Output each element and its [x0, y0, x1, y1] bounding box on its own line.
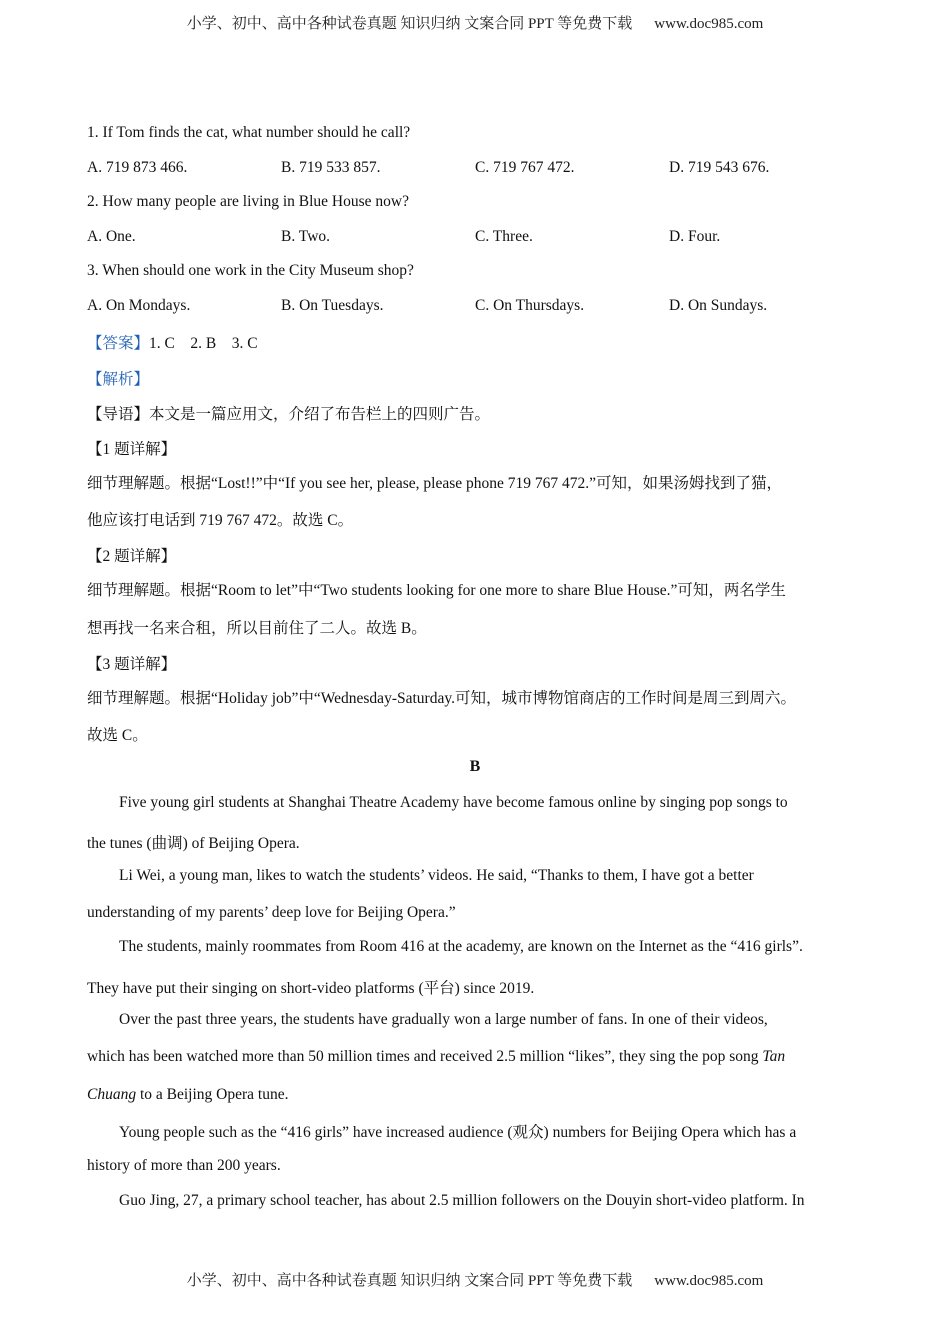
q2-option-b: B. Two. [281, 228, 331, 245]
passage-p2-line1: Li Wei, a young man, likes to watch the students’ videos. He said, “Thanks to them, I have got a better [119, 867, 754, 884]
passage-p4-line2-text: which has been watched more than 50 million times and received 2.5 million “likes”, they sing the pop song [87, 1048, 763, 1065]
passage-p4-line2 [87, 1048, 867, 1066]
detail-1-title: 【1 题详解】 [87, 441, 177, 458]
footer-text: 小学、初中、高中各种试卷真题 知识归纳 文案合同 PPT 等免费下载 [186, 1273, 633, 1289]
detail-2-line1: 细节理解题。根据“Room to let”中“Two students looking for one more to share Blue House.”可知，两名学生 [87, 582, 786, 599]
q2-option-d: D. Four. [669, 228, 721, 245]
passage-p1-line1: Five young girl students at Shanghai Theatre Academy have become famous online by singing pop songs to [119, 794, 788, 811]
header-url[interactable]: www.doc985.com [654, 16, 764, 32]
passage-p6-line1: Guo Jing, 27, a primary school teacher, has about 2.5 million followers on the Douyin short-video platform. In [119, 1192, 805, 1209]
passage-p5-line2: history of more than 200 years. [87, 1157, 281, 1174]
q3-option-c: C. On Thursdays. [475, 297, 585, 314]
q1-option-c: C. 719 767 472. [475, 159, 575, 176]
detail-1-line1: 细节理解题。根据“Lost!!”中“If you see her, please, please phone 719 767 472.”可知，如果汤姆找到了猫， [87, 475, 783, 492]
question-2: 2. How many people are living in Blue House now? [87, 193, 409, 210]
q1-option-b: B. 719 533 857. [281, 159, 381, 176]
answer-text: 1. C 2. B 3. C [149, 335, 258, 352]
q1-option-d: D. 719 543 676. [669, 159, 770, 176]
song-title-part1: Tan [762, 1048, 786, 1065]
detail-2-line2: 想再找一名来合租，所以目前住了二人。故选 B。 [87, 620, 427, 637]
detail-1-line2: 他应该打电话到 719 767 472。故选 C。 [87, 512, 354, 529]
passage-p4-line3-text: to a Beijing Opera tune. [136, 1086, 289, 1103]
section-title: B [469, 758, 481, 775]
question-1: 1. If Tom finds the cat, what number should he call? [87, 124, 411, 141]
guide-text: 【导语】本文是一篇应用文，介绍了布告栏上的四则广告。 [87, 406, 491, 423]
detail-3-line2: 故选 C。 [87, 727, 148, 744]
answer-line [87, 331, 258, 353]
passage-p2-line2: understanding of my parents’ deep love for Beijing Opera.” [87, 904, 456, 921]
q2-option-a: A. One. [87, 228, 136, 245]
detail-3-line1: 细节理解题。根据“Holiday job”中“Wednesday-Saturday.可知，城市博物馆商店的工作时间是周三到周六。 [87, 690, 796, 707]
q2-option-c: C. Three. [475, 228, 533, 245]
q1-option-a: A. 719 873 466. [87, 159, 188, 176]
page-footer [0, 1269, 950, 1290]
analysis-tag: 【解析】 [87, 371, 150, 388]
footer-url[interactable]: www.doc985.com [654, 1273, 764, 1289]
page-header [0, 12, 950, 33]
passage-p4-line3 [87, 1086, 867, 1104]
passage-p1-line2: the tunes (曲调) of Beijing Opera. [87, 835, 300, 852]
passage-p3-line1: The students, mainly roommates from Room 416 at the academy, are known on the Internet as the “416 girls”. [119, 938, 803, 955]
passage-p5-line1: Young people such as the “416 girls” have increased audience (观众) numbers for Beijing Opera which has a [119, 1124, 797, 1141]
passage-p3-line2: They have put their singing on short-video platforms (平台) since 2019. [87, 980, 535, 997]
question-3: 3. When should one work in the City Museum shop? [87, 262, 414, 279]
q3-option-d: D. On Sundays. [669, 297, 768, 314]
passage-p4-line1: Over the past three years, the students have gradually won a large number of fans. In one of their videos, [119, 1011, 768, 1028]
q3-option-b: B. On Tuesdays. [281, 297, 384, 314]
song-title-part2: Chuang [87, 1086, 137, 1103]
detail-2-title: 【2 题详解】 [87, 548, 177, 565]
q3-option-a: A. On Mondays. [87, 297, 191, 314]
detail-3-title: 【3 题详解】 [87, 656, 177, 673]
answer-tag: 【答案】 [87, 335, 150, 352]
header-text: 小学、初中、高中各种试卷真题 知识归纳 文案合同 PPT 等免费下载 [186, 16, 633, 32]
